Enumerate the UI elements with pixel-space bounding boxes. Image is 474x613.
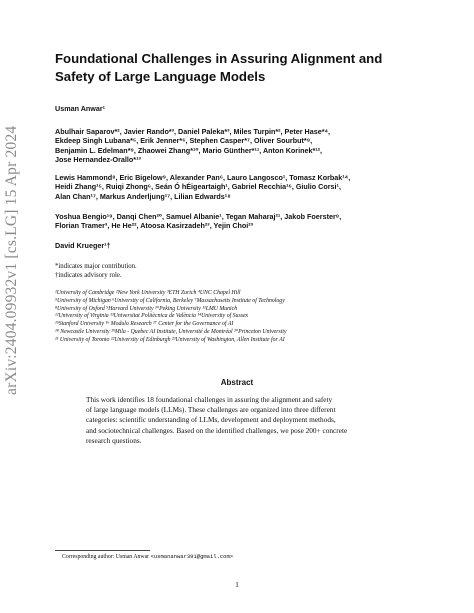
author-line: Abulhair Saparov*², Javier Rando*³, Daniel Paleka*³, Miles Turpin*², Peter Hase*⁴, bbox=[55, 127, 331, 136]
author-group-advisors bbox=[55, 212, 435, 231]
author-line: Benjamin L. Edelman*⁹, Zhaowei Zhang*¹⁰, Mario Günther*¹¹, Anton Korinek*¹², bbox=[55, 145, 323, 155]
abstract-text bbox=[86, 395, 406, 446]
title-line-1: Foundational Challenges in Assuring Alignment and bbox=[55, 51, 383, 66]
affiliation-line: ¹⁸ Newcastle University ¹⁹Mila - Quebec AI Institute, Université de Montréal ²⁰Princeton University bbox=[55, 328, 287, 335]
author-group-senior bbox=[55, 241, 435, 250]
affiliation-line: ⁸University of Oxford ⁹Harvard University ¹⁰Peking University ¹¹LMU Munich bbox=[55, 305, 238, 312]
corresponding-email-link[interactable]: <usmananwar391@gmail.com> bbox=[150, 553, 234, 560]
abstract-heading: Abstract bbox=[220, 378, 254, 387]
title-line-2: Safety of Large Language Models bbox=[55, 69, 266, 84]
abstract-line: of large language models (LLMs). These challenges are organized into three different bbox=[86, 405, 336, 415]
author-line: Ekdeep Singh Lubana*⁵, Erik Jenner*⁶, Stephen Casper*⁷, Oliver Sourbut*⁸, bbox=[55, 136, 313, 146]
arxiv-identifier-stamp: arXiv:2404.09932v1 [cs.LG] 15 Apr 2024 bbox=[3, 125, 20, 395]
affiliation-line: ¹²University of Virginia ¹³Universitat Politècnica de València ¹⁴University of Sussex bbox=[55, 313, 249, 320]
paper-title bbox=[55, 50, 425, 86]
author-line: Alan Chan¹⁷, Markus Anderljung¹⁷, Lilian Edwards¹⁸ bbox=[55, 191, 231, 201]
note-line: *indicates major contribution. bbox=[55, 263, 137, 270]
author-group-lead bbox=[55, 104, 435, 113]
footnote-divider bbox=[55, 550, 150, 551]
page-number: 1 bbox=[235, 580, 239, 589]
contribution-notes bbox=[55, 262, 435, 280]
affiliation-line: ⁵University of Michigan ⁶University of California, Berkeley ⁷Massachusetts Institute of Technology bbox=[55, 297, 285, 304]
author-line: Lewis Hammond⁸, Eric Bigelow⁹, Alexander Pan⁶, Lauro Langosco¹, Tomasz Korbak¹⁴, bbox=[55, 173, 351, 182]
note-line: †indicates advisory role. bbox=[55, 272, 122, 279]
affiliation-line: ¹⁵Stanford University ¹⁶ Modulo Research ¹⁷ Center for the Governance of AI bbox=[55, 321, 234, 328]
affiliation-line: ²¹ University of Toronto ²²University of Edinburgh ²³University of Washington, Allen Institute for AI bbox=[55, 336, 285, 343]
affiliations bbox=[55, 290, 445, 345]
abstract-line: research questions. bbox=[86, 435, 142, 445]
author-line: Yoshua Bengio¹⁹, Danqi Chen²⁰, Samuel Albanie¹, Tegan Maharaj²¹, Jakob Foerster⁸, bbox=[55, 212, 342, 221]
author-line: Heidi Zhang¹⁵, Ruiqi Zhong⁶, Seán Ó hÉigeartaigh¹, Gabriel Recchia¹⁶, Giulio Corsi¹, bbox=[55, 182, 341, 192]
author-line: Florian Tramer³, He He²², Atoosa Kasirzadeh²³, Yejin Choi²³ bbox=[55, 221, 254, 231]
corresponding-author-footnote bbox=[62, 553, 233, 560]
footnote-label: Corresponding author: Usman Anwar bbox=[62, 554, 151, 560]
abstract-line: This work identifies 18 foundational challenges in assuring the alignment and safety bbox=[86, 395, 333, 404]
author-line: Jose Hernandez-Orallo*¹³ bbox=[55, 155, 141, 165]
affiliation-line: ¹University of Cambridge ²New York University ³ETH Zurich ⁴UNC Chapel Hill bbox=[55, 290, 241, 296]
author-group-contributors bbox=[55, 173, 435, 201]
author-group-major bbox=[55, 127, 435, 165]
abstract-line: and sociotechnical challenges. Based on the identified challenges, we pose 200+ concrete bbox=[86, 425, 348, 435]
author-line: David Krueger¹† bbox=[55, 241, 111, 250]
author-line: Usman Anwar¹ bbox=[55, 104, 106, 113]
abstract-line: categories: scientific understanding of LLMs, development and deployment methods, bbox=[86, 415, 336, 425]
